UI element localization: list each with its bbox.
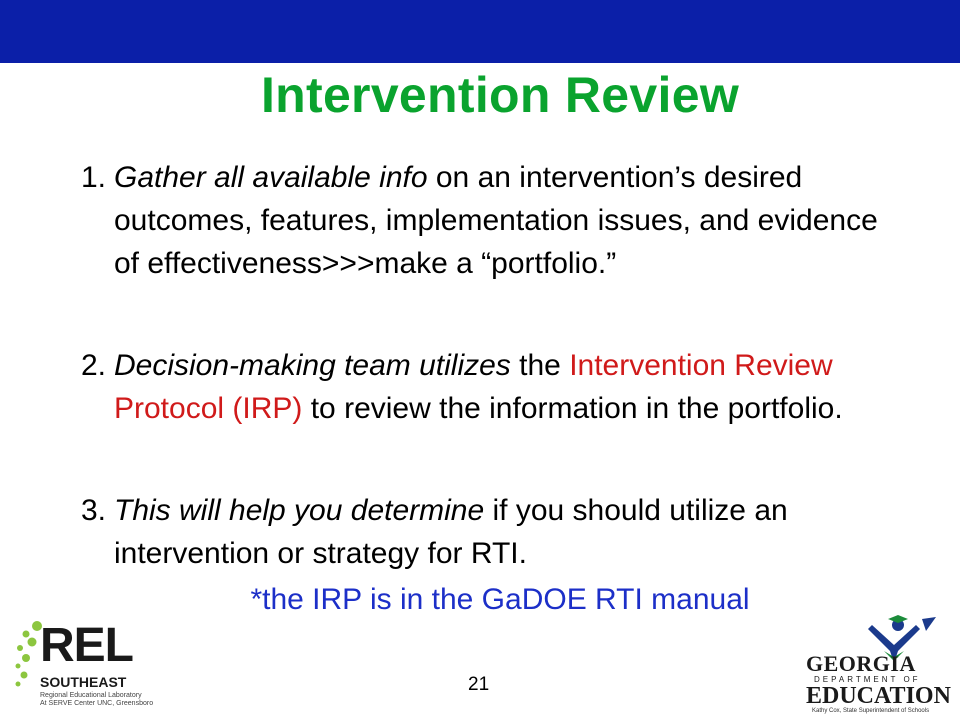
- list-item-2: [81, 344, 901, 430]
- irp-manual-note: *the IRP is in the GaDOE RTI manual: [250, 583, 750, 616]
- item-emphasis: Gather all available info: [114, 161, 428, 194]
- rel-region: SOUTHEAST: [40, 674, 127, 690]
- item-number: 2.: [81, 349, 107, 382]
- rel-subtitle-line: At SERVE Center UNC, Greensboro: [40, 700, 154, 707]
- ga-dept-text: DEPARTMENT OF: [814, 675, 921, 684]
- list-item-1: [81, 156, 901, 285]
- top-banner: [0, 0, 960, 63]
- list-item-3: [81, 489, 901, 575]
- item-text: if you should utilize an intervention or strategy for RTI.: [114, 494, 788, 570]
- rel-southeast-logo: [14, 620, 164, 715]
- item-emphasis: This will help you determine: [114, 494, 485, 527]
- ga-georgia-text: GEORGIA: [806, 651, 916, 676]
- irp-highlight: Intervention Review Protocol (IRP): [114, 349, 833, 425]
- slide-title: Intervention Review: [260, 67, 740, 123]
- item-text: on an intervention’s desired outcomes, features, implementation issues, and evidence of effectiveness>>>make a “portfolio.”: [114, 161, 878, 280]
- item-number: 1.: [81, 161, 107, 194]
- page-number: 21: [468, 674, 490, 695]
- item-text: to review the information in the portfolio.: [302, 392, 843, 425]
- georgia-doe-logo: [804, 615, 949, 715]
- item-text: the: [510, 349, 570, 382]
- rel-subtitle: [40, 692, 170, 708]
- item-number: 3.: [81, 494, 107, 527]
- item-emphasis: Decision-making team utilizes: [114, 349, 511, 382]
- rel-subtitle-line: Regional Educational Laboratory: [40, 692, 142, 699]
- ga-education-text: EDUCATION: [806, 683, 951, 709]
- rel-wordmark: REL: [40, 619, 133, 672]
- ga-superintendent-text: Kathy Cox, State Superintendent of Schools: [812, 708, 930, 714]
